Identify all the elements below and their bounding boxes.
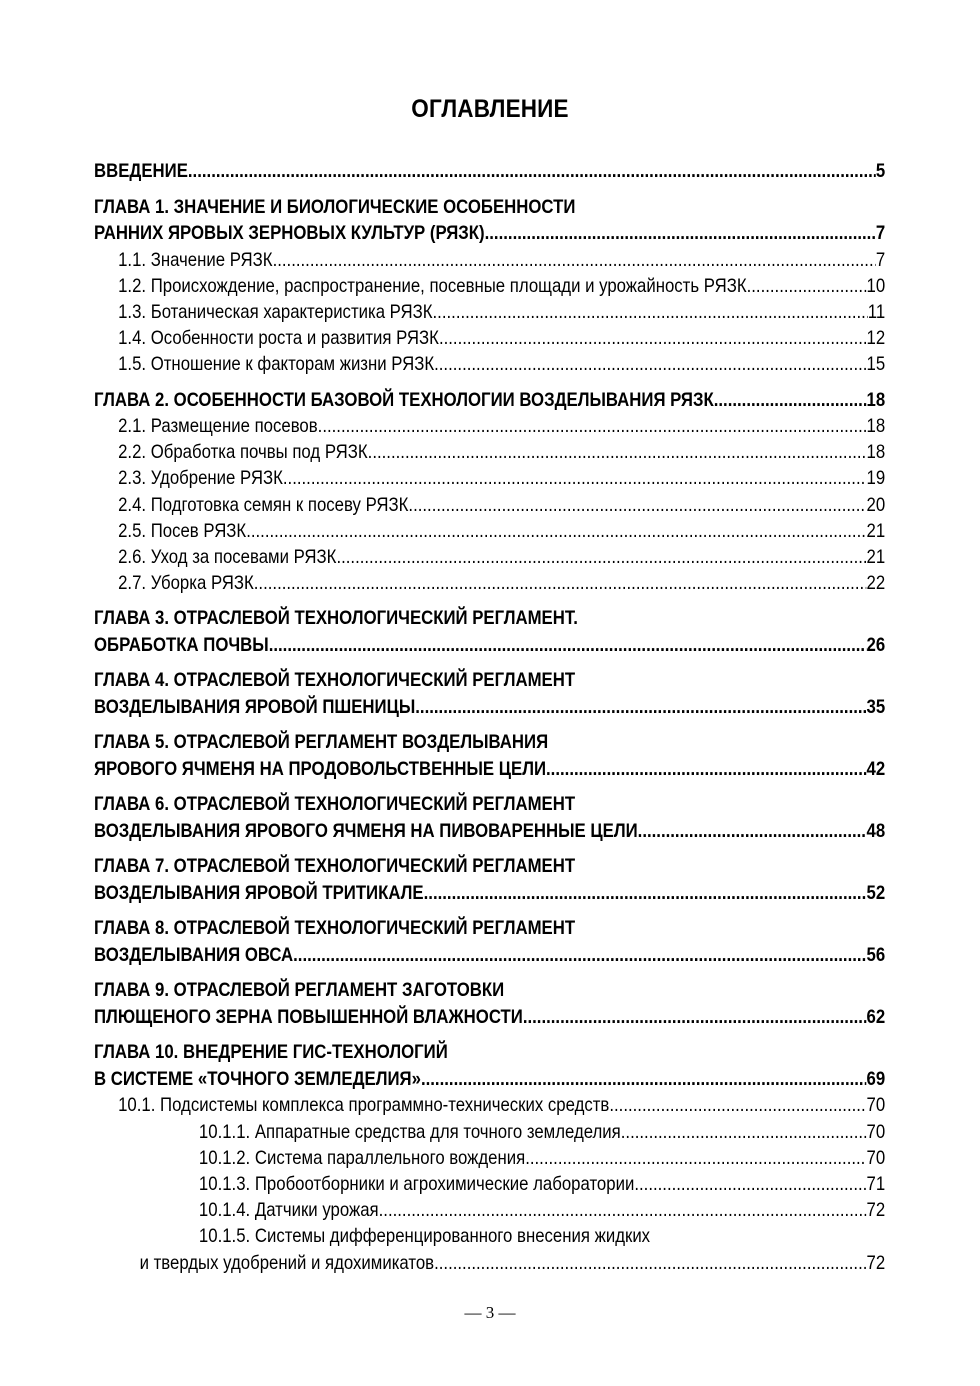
toc-page-number: 12 [866,327,886,350]
toc-entry-title: РАННИХ ЯРОВЫХ ЗЕРНОВЫХ КУЛЬТУР (РЯЗК) [94,222,485,244]
toc-subsection[interactable] [94,1119,885,1145]
toc-entry-title-line1: ГЛАВА 5. ОТРАСЛЕВОЙ РЕГЛАМЕНТ ВОЗДЕЛЫВАНИЯ [94,731,549,754]
toc-section[interactable] [94,465,885,491]
toc-entry-title: ВОЗДЕЛЫВАНИЯ ЯРОВОЙ ТРИТИКАЛЕ [94,881,424,904]
toc-entry-title: 1.5. Отношение к факторам жизни РЯЗК [118,353,435,376]
toc-entry-title: ВОЗДЕЛЫВАНИЯ ОВСА [94,943,294,966]
toc-entry-title-line1: ГЛАВА 6. ОТРАСЛЕВОЙ ТЕХНОЛОГИЧЕСКИЙ РЕГЛАМЕНТ [94,793,576,816]
dot-leader [283,465,867,491]
toc-page-number: 18 [866,388,886,411]
toc-entry-title-line1: ГЛАВА 3. ОТРАСЛЕВОЙ ТЕХНОЛОГИЧЕСКИЙ РЕГЛАМЕНТ. [94,607,578,630]
toc-page-number: 10 [866,274,886,297]
toc-section[interactable] [94,492,885,518]
toc-page-number: 72 [866,1251,886,1274]
toc-entry-title: 2.2. Обработка почвы под РЯЗК [118,441,368,464]
dot-leader [318,413,867,439]
dot-leader [485,220,876,247]
toc-section[interactable] [94,570,885,596]
toc-page-number: 21 [866,546,886,569]
page-number: — 3 — [464,1303,516,1322]
dot-leader [415,694,866,721]
toc-entry-title: 10.1.1. Аппаратные средства для точного земледелия [198,1120,621,1143]
toc-page-number: 52 [866,881,886,904]
toc-chapter[interactable] [94,729,885,782]
toc-entry-title: 1.1. Значение РЯЗК [118,248,273,271]
toc-page-number: 7 [875,248,886,271]
toc-entry-title: В СИСТЕМЕ «ТОЧНОГО ЗЕМЛЕДЕЛИЯ» [94,1067,421,1090]
toc-chapter[interactable] [94,605,885,658]
toc-section[interactable] [94,351,885,377]
dot-leader [269,632,867,659]
toc-chapter[interactable] [94,853,885,906]
toc-entry-title: 10.1.2. Система параллельного вождения [198,1146,526,1169]
toc-page-number: 70 [866,1094,886,1117]
toc-page-number: 69 [866,1067,886,1090]
dot-leader [408,492,866,518]
dot-leader [525,1145,866,1171]
toc-entry-title: и твердых удобрений и ядохимикатов [139,1251,435,1274]
toc-entry-title: ЯРОВОГО ЯЧМЕНЯ НА ПРОДОВОЛЬСТВЕННЫЕ ЦЕЛИ [94,757,547,780]
page-title: ОГЛАВЛЕНИЕ [411,95,569,123]
toc-section[interactable] [94,413,885,439]
dot-leader [188,158,876,185]
toc-entry-title: ВВЕДЕНИЕ [94,160,188,182]
toc-entry-title: 2.5. Посев РЯЗК [118,519,247,542]
toc-page-number: 15 [866,353,886,376]
dot-leader [546,756,867,783]
toc-section[interactable] [94,247,885,273]
table-of-contents [94,158,885,1276]
dot-leader [609,1092,866,1118]
toc-page-number: 62 [866,1005,886,1028]
toc-chapter[interactable] [94,158,885,185]
toc-entry-title: 2.3. Удобрение РЯЗК [118,467,283,490]
dot-leader [424,880,867,907]
toc-page-number: 7 [875,222,886,244]
dot-leader [379,1197,867,1223]
dot-leader [293,942,866,969]
toc-page-number: 72 [866,1199,886,1222]
toc-entry-title-line1: ГЛАВА 7. ОТРАСЛЕВОЙ ТЕХНОЛОГИЧЕСКИЙ РЕГЛАМЕНТ [94,855,576,878]
toc-section[interactable] [94,299,885,325]
toc-subsection[interactable] [94,1145,885,1171]
toc-page-number: 22 [866,572,886,595]
toc-entry-title: 1.4. Особенности роста и развития РЯЗК [118,327,439,350]
toc-entry-title: 1.2. Происхождение, распространение, посевные площади и урожайность РЯЗК [118,274,747,297]
toc-entry-title: 10.1.4. Датчики урожая [198,1199,379,1222]
toc-page-number: 48 [866,819,886,842]
dot-leader [273,247,876,273]
dot-leader [421,1066,867,1093]
toc-entry-title: 1.3. Ботаническая характеристика РЯЗК [118,300,433,323]
toc-chapter[interactable] [94,977,885,1030]
toc-page-number: 19 [866,467,886,490]
toc-section[interactable] [94,544,885,570]
dot-leader [434,1250,866,1276]
toc-entry-title: 2.6. Уход за посевами РЯЗК [118,546,337,569]
toc-page-number: 42 [866,757,886,780]
toc-entry-title: 2.1. Размещение посевов [118,415,318,438]
dot-leader [714,387,867,414]
toc-page-number: 5 [875,160,886,182]
toc-section[interactable] [94,439,885,465]
dot-leader [638,818,867,845]
toc-page-number: 70 [866,1146,886,1169]
toc-entry-title-line1: 10.1.5. Системы дифференцированного внесения жидких [198,1225,651,1248]
toc-entry-title-line1: ГЛАВА 9. ОТРАСЛЕВОЙ РЕГЛАМЕНТ ЗАГОТОВКИ [94,979,505,1002]
dot-leader [434,351,866,377]
toc-chapter[interactable] [94,194,885,247]
dot-leader [747,273,867,299]
dot-leader [368,439,867,465]
toc-subsection[interactable] [94,1223,885,1275]
dot-leader [433,299,868,325]
toc-chapter[interactable] [94,1039,885,1092]
toc-entry-title-line1: ГЛАВА 1. ЗНАЧЕНИЕ И БИОЛОГИЧЕСКИЕ ОСОБЕННОСТИ [94,195,576,218]
toc-chapter[interactable] [94,915,885,968]
toc-section[interactable] [94,518,885,544]
toc-chapter[interactable] [94,387,885,414]
toc-entry-title: 10.1. Подсистемы комплекса программно-технических средств [118,1094,610,1117]
toc-entry-title: ГЛАВА 2. ОСОБЕННОСТИ БАЗОВОЙ ТЕХНОЛОГИИ ВОЗДЕЛЫВАНИЯ РЯЗК [94,388,714,411]
toc-page-number: 21 [866,519,886,542]
toc-entry-title: 10.1.3. Пробоотборники и агрохимические лаборатории [198,1173,635,1196]
toc-entry-title-line1: ГЛАВА 8. ОТРАСЛЕВОЙ ТЕХНОЛОГИЧЕСКИЙ РЕГЛАМЕНТ [94,917,576,940]
toc-chapter[interactable] [94,791,885,844]
toc-subsection[interactable] [94,1171,885,1197]
toc-section[interactable] [94,1092,885,1118]
toc-entry-title: ВОЗДЕЛЫВАНИЯ ЯРОВОГО ЯЧМЕНЯ НА ПИВОВАРЕННЫЕ ЦЕЛИ [94,819,638,842]
toc-page-number: 26 [866,633,886,656]
toc-entry-title: 2.4. Подготовка семян к посеву РЯЗК [118,493,409,516]
dot-leader [634,1171,866,1197]
toc-page-number: 71 [866,1173,886,1196]
dot-leader [439,325,867,351]
toc-chapter[interactable] [94,667,885,720]
dot-leader [254,570,867,596]
toc-entry-title: ПЛЮЩЕНОГО ЗЕРНА ПОВЫШЕННОЙ ВЛАЖНОСТИ [94,1005,523,1028]
toc-page-number: 56 [866,943,886,966]
toc-entry-title: ОБРАБОТКА ПОЧВЫ [94,633,269,656]
toc-entry-title: ВОЗДЕЛЫВАНИЯ ЯРОВОЙ ПШЕНИЦЫ [94,695,416,718]
toc-page-number: 35 [866,695,886,718]
toc-page-number: 18 [866,441,886,464]
toc-page-number: 11 [867,300,886,323]
dot-leader [246,518,866,544]
dot-leader [336,544,866,570]
toc-entry-title-line1: ГЛАВА 4. ОТРАСЛЕВОЙ ТЕХНОЛОГИЧЕСКИЙ РЕГЛАМЕНТ [94,669,576,692]
toc-section[interactable] [94,273,885,299]
toc-page-number: 18 [866,415,886,438]
toc-page-number: 70 [866,1120,886,1143]
toc-entry-title-line1: ГЛАВА 10. ВНЕДРЕНИЕ ГИС-ТЕХНОЛОГИЙ [94,1041,448,1064]
toc-page-number: 20 [866,493,886,516]
toc-entry-title: 2.7. Уборка РЯЗК [118,572,254,595]
dot-leader [621,1119,867,1145]
toc-section[interactable] [94,325,885,351]
dot-leader [523,1004,867,1031]
toc-subsection[interactable] [94,1197,885,1223]
